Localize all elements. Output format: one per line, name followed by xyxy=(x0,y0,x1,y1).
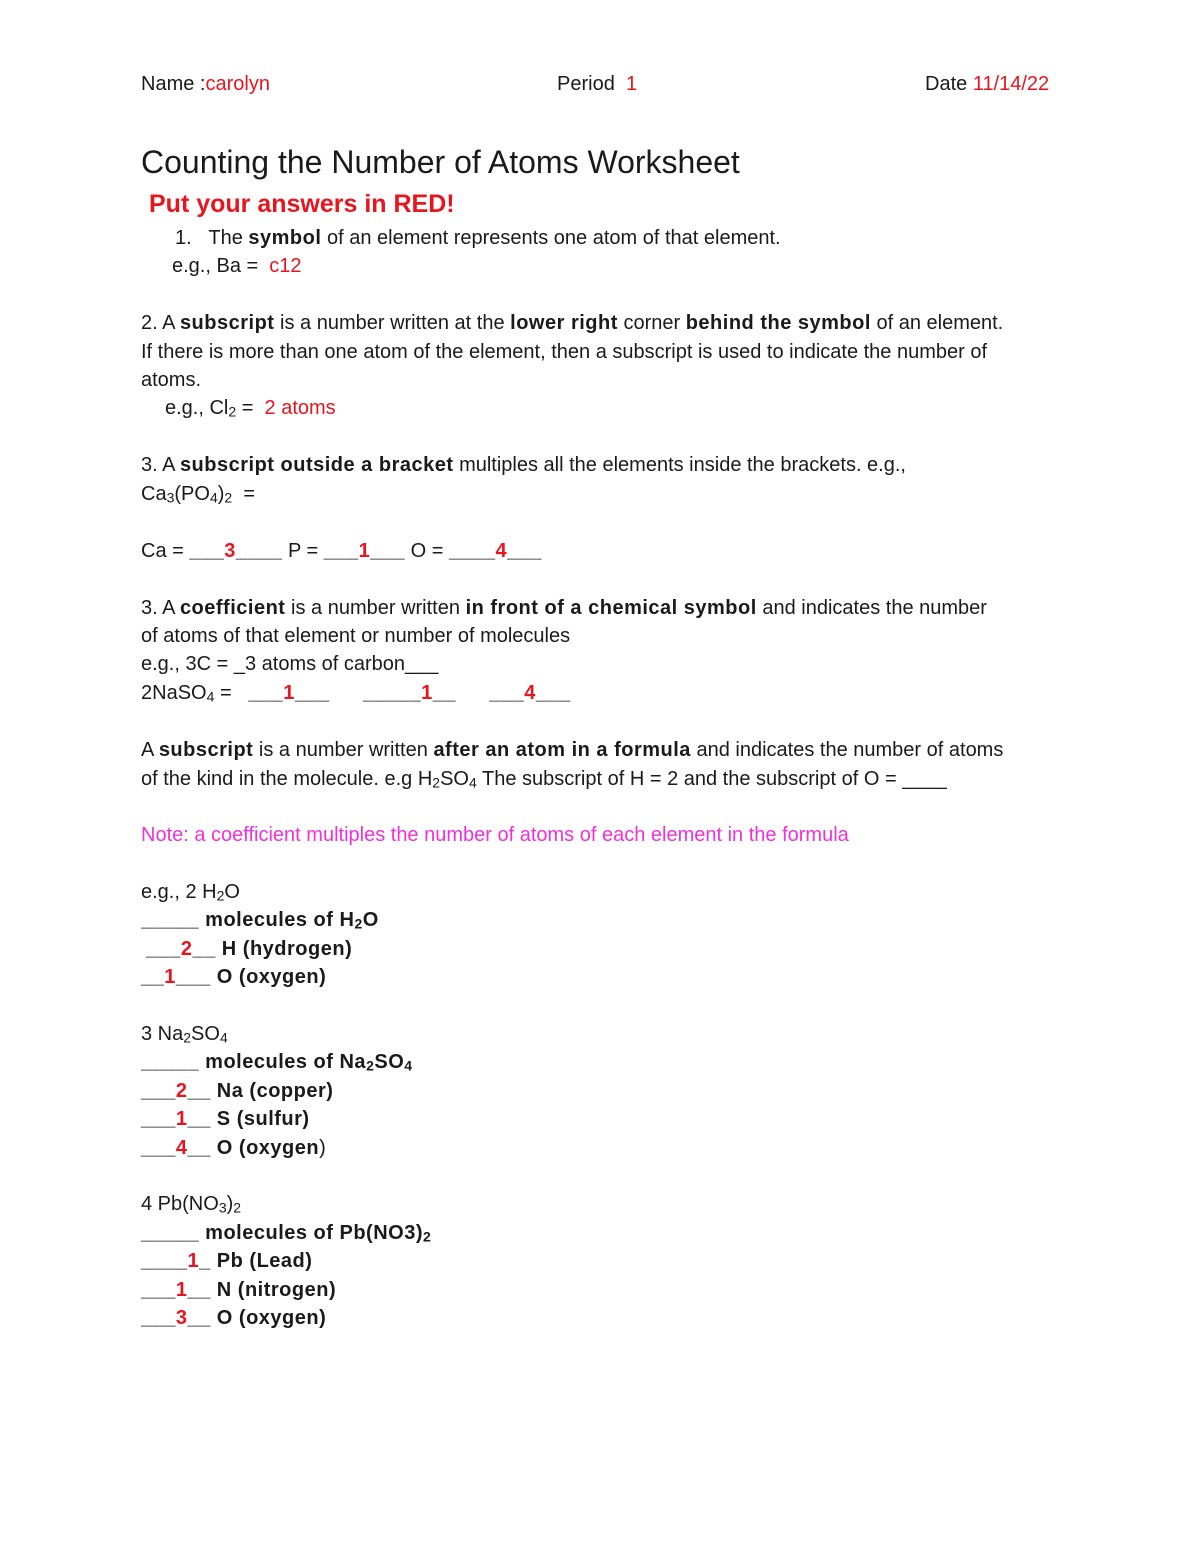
ex1-heading-pre: e.g., 2 H xyxy=(141,881,217,903)
q3-o-answer: 4 xyxy=(495,540,508,562)
ex3-o-pre: ___ xyxy=(141,1307,176,1329)
q4-blank-1-pre: ___ xyxy=(248,682,284,704)
q3-p-blank-pre: ___ xyxy=(323,540,359,562)
subdef-post: and indicates the number of atoms xyxy=(696,739,1004,761)
subscript-definition-line-2 xyxy=(141,767,947,791)
ex3-heading-sub-1: 3 xyxy=(218,1199,227,1216)
note-text: Note: a coefficient multiples the number of atoms of each element in the formula xyxy=(141,824,849,846)
q3-formula-a-sub: 3 xyxy=(166,489,175,506)
q3-formula-b-sub: 4 xyxy=(209,489,218,506)
ex2-na-answer: 2 xyxy=(175,1080,188,1102)
ex1-h-post: __ H (hydrogen) xyxy=(192,938,353,960)
ex3-pb-post: _ Pb (Lead) xyxy=(199,1250,313,1272)
q2-pre: 2. A xyxy=(141,312,175,334)
subdef-bold-1: subscript xyxy=(158,739,254,761)
q2-mid-1: is a number written at the xyxy=(280,312,505,334)
ex2-o-close: ) xyxy=(319,1137,327,1159)
q4-blank-3-post: ___ xyxy=(535,682,571,704)
q4-blank-1-post: ___ xyxy=(294,682,330,704)
ex1-molecules-post: O xyxy=(362,909,379,931)
q4-answer-2: 1 xyxy=(421,682,433,704)
ex2-na-pre: ___ xyxy=(141,1080,176,1102)
ex2-molecules-mid: SO xyxy=(374,1051,405,1073)
page-title: Counting the Number of Atoms Worksheet xyxy=(141,144,740,180)
q4-mid-1: is a number written xyxy=(291,597,460,619)
q4-formula-eq: = xyxy=(219,682,232,704)
q3-ca-blank-pre: ___ xyxy=(189,540,225,562)
ex1-oxygen xyxy=(141,965,326,989)
ex2-o-answer: 4 xyxy=(175,1137,188,1159)
q4-blank-2 xyxy=(363,682,456,704)
q4-post: and indicates the number xyxy=(762,597,987,619)
q4-blank-1 xyxy=(248,682,329,704)
q4-answer-3: 4 xyxy=(524,682,536,704)
ex1-h-pre: ___ xyxy=(146,938,181,960)
ex3-o-answer: 3 xyxy=(175,1307,188,1329)
period-field xyxy=(557,72,637,96)
q3-p-blank xyxy=(324,540,405,562)
q2-bold-1: subscript xyxy=(179,312,275,334)
q4-formula-sub: 4 xyxy=(206,688,215,705)
q2-line-2: If there is more than one atom of the element, then a subscript is used to indicate the number of xyxy=(141,341,988,363)
period-value: 1 xyxy=(625,73,638,95)
ex3-n-pre: ___ xyxy=(141,1279,176,1301)
ex2-na-post: __ Na (copper) xyxy=(187,1080,334,1102)
q4-example: e.g., 3C = _3 atoms of carbon___ xyxy=(141,653,439,675)
subdef-line2-sub-1: 2 xyxy=(432,774,441,791)
q2-answer: 2 atoms xyxy=(264,397,336,419)
ex3-molecules-sub: 2 xyxy=(422,1228,432,1245)
ex1-molecules-pre: _____ molecules of H xyxy=(141,909,355,931)
subdef-line2-mid: SO xyxy=(440,768,469,790)
q3-p-label: P = xyxy=(287,540,319,562)
q3-formula xyxy=(141,482,255,506)
q1-answer: c12 xyxy=(269,255,302,277)
ex2-o-pre: ___ xyxy=(141,1137,176,1159)
q2-example xyxy=(165,396,336,420)
ex1-h-answer: 2 xyxy=(180,938,193,960)
ex2-heading-mid: SO xyxy=(191,1023,220,1045)
ex1-heading-post: O xyxy=(224,881,240,903)
q2-bold-2: lower right xyxy=(510,312,618,334)
ex3-pb-answer: 1 xyxy=(187,1250,200,1272)
ex1-o-answer: 1 xyxy=(164,966,176,988)
q3-o-label: O = xyxy=(410,540,444,562)
subdef-line2-pre: of the kind in the molecule. e.g H xyxy=(141,768,433,790)
q1-number: 1. xyxy=(175,227,192,249)
q3-pre: 3. A xyxy=(141,454,175,476)
q3-formula-eq: = xyxy=(243,483,256,505)
ex3-heading-sub-2: 2 xyxy=(233,1199,242,1216)
instruction-text: Put your answers in RED! xyxy=(149,190,455,218)
subdef-line2-sub-2: 4 xyxy=(468,774,477,791)
q4-line-2: of atoms of that element or number of molecules xyxy=(141,625,571,647)
ex2-s-pre: ___ xyxy=(141,1108,176,1130)
q4-pre: 3. A xyxy=(141,597,175,619)
ex3-heading-pre: 4 Pb(NO xyxy=(141,1193,219,1215)
ex1-o-pre: __ xyxy=(141,966,165,988)
q4-answer-1: 1 xyxy=(283,682,295,704)
q2-example-pre: e.g., Cl xyxy=(165,397,229,419)
q3-formula-b: (PO xyxy=(174,483,210,505)
ex2-sodium xyxy=(141,1079,333,1103)
ex3-nitrogen xyxy=(141,1278,336,1302)
question-coefficient xyxy=(141,596,987,620)
q4-blank-2-post: __ xyxy=(432,682,457,704)
q2-post: of an element. xyxy=(876,312,1004,334)
ex1-molecules-sub: 2 xyxy=(354,915,363,932)
ex2-heading xyxy=(141,1022,228,1046)
q3-ca-label: Ca = xyxy=(141,540,184,562)
ex3-pb-pre: ____ xyxy=(141,1250,188,1272)
ex3-molecules xyxy=(141,1221,431,1245)
ex2-heading-pre: 3 Na xyxy=(141,1023,184,1045)
ex2-molecules xyxy=(141,1050,413,1074)
ex2-heading-sub-1: 2 xyxy=(183,1029,192,1046)
name-value: carolyn xyxy=(205,73,270,95)
q3-ca-blank-post: ____ xyxy=(235,540,283,562)
ex1-heading-sub: 2 xyxy=(216,887,225,904)
ex3-lead xyxy=(141,1249,312,1273)
q1-text-end: of an element represents one atom of that element. xyxy=(326,227,781,249)
q3-o-blank-post: ___ xyxy=(507,540,543,562)
question-2 xyxy=(141,311,1003,335)
q3-o-blank xyxy=(449,540,542,562)
q3-formula-c-sub: 2 xyxy=(224,489,233,506)
q4-blank-3 xyxy=(489,682,570,704)
q3-bold: subscript outside a bracket xyxy=(179,454,454,476)
ex2-molecules-sub-2: 4 xyxy=(404,1057,413,1074)
ex2-sulfur xyxy=(141,1107,310,1131)
q2-example-sub: 2 xyxy=(228,403,237,420)
q2-mid-2: corner xyxy=(623,312,681,334)
date-value: 11/14/22 xyxy=(972,73,1050,95)
q3-ca-blank xyxy=(189,540,282,562)
subdef-pre: A xyxy=(141,739,154,761)
ex3-heading xyxy=(141,1192,241,1216)
ex3-molecules-pre: _____ molecules of Pb(NO3) xyxy=(141,1222,423,1244)
ex2-oxygen xyxy=(141,1136,326,1160)
date-field xyxy=(925,72,1049,96)
question-3 xyxy=(141,453,906,477)
q3-formula-c: ) xyxy=(217,483,225,505)
ex2-s-post: __ S (sulfur) xyxy=(187,1108,310,1130)
q2-bold-3: behind the symbol xyxy=(685,312,871,334)
q2-example-eq: = xyxy=(241,397,254,419)
q1-example xyxy=(172,254,302,278)
q3-formula-a: Ca xyxy=(141,483,167,505)
ex3-n-answer: 1 xyxy=(175,1279,188,1301)
q4-blank-2-pre: _____ xyxy=(363,682,422,704)
q4-bold-2: in front of a chemical symbol xyxy=(465,597,757,619)
subdef-bold-2: after an atom in a formula xyxy=(433,739,691,761)
q4-formula-answers xyxy=(141,681,571,705)
q3-o-blank-pre: ____ xyxy=(449,540,496,562)
q1-example-label: e.g., Ba = xyxy=(172,255,259,277)
ex2-molecules-pre: _____ molecules of Na xyxy=(141,1051,367,1073)
ex2-o-post: __ O (oxygen xyxy=(187,1137,320,1159)
ex3-n-post: __ N (nitrogen) xyxy=(187,1279,337,1301)
q3-post: multiples all the elements inside the brackets. e.g., xyxy=(459,454,906,476)
ex2-molecules-sub-1: 2 xyxy=(366,1057,375,1074)
q3-p-answer: 1 xyxy=(358,540,371,562)
q3-p-blank-post: ___ xyxy=(370,540,406,562)
name-label: Name : xyxy=(141,73,206,95)
ex3-o-post: __ O (oxygen) xyxy=(187,1307,327,1329)
ex1-o-post: ___ O (oxygen) xyxy=(175,966,327,988)
q4-blank-3-pre: ___ xyxy=(489,682,525,704)
q4-formula-pre: 2NaSO xyxy=(141,682,207,704)
date-label: Date xyxy=(925,73,968,95)
q3-ca-answer: 3 xyxy=(224,540,236,562)
q1-text: The xyxy=(208,227,243,249)
subdef-mid-1: is a number written xyxy=(258,739,428,761)
q2-line-3: atoms. xyxy=(141,369,202,391)
q3-answers xyxy=(141,539,542,563)
ex2-heading-sub-2: 4 xyxy=(219,1029,228,1046)
period-label: Period xyxy=(557,73,615,95)
ex3-oxygen xyxy=(141,1306,326,1330)
subscript-definition xyxy=(141,738,1003,762)
ex3-heading-mid: ) xyxy=(226,1193,234,1215)
ex2-s-answer: 1 xyxy=(175,1108,188,1130)
q4-bold-1: coefficient xyxy=(179,597,286,619)
ex1-molecules xyxy=(141,908,379,932)
question-1 xyxy=(175,226,781,250)
ex1-hydrogen xyxy=(146,937,352,961)
q1-bold: symbol xyxy=(248,227,322,249)
ex1-heading xyxy=(141,880,240,904)
name-field xyxy=(141,72,270,96)
subdef-line2-post: The subscript of H = 2 and the subscript of O = ____ xyxy=(481,768,947,790)
